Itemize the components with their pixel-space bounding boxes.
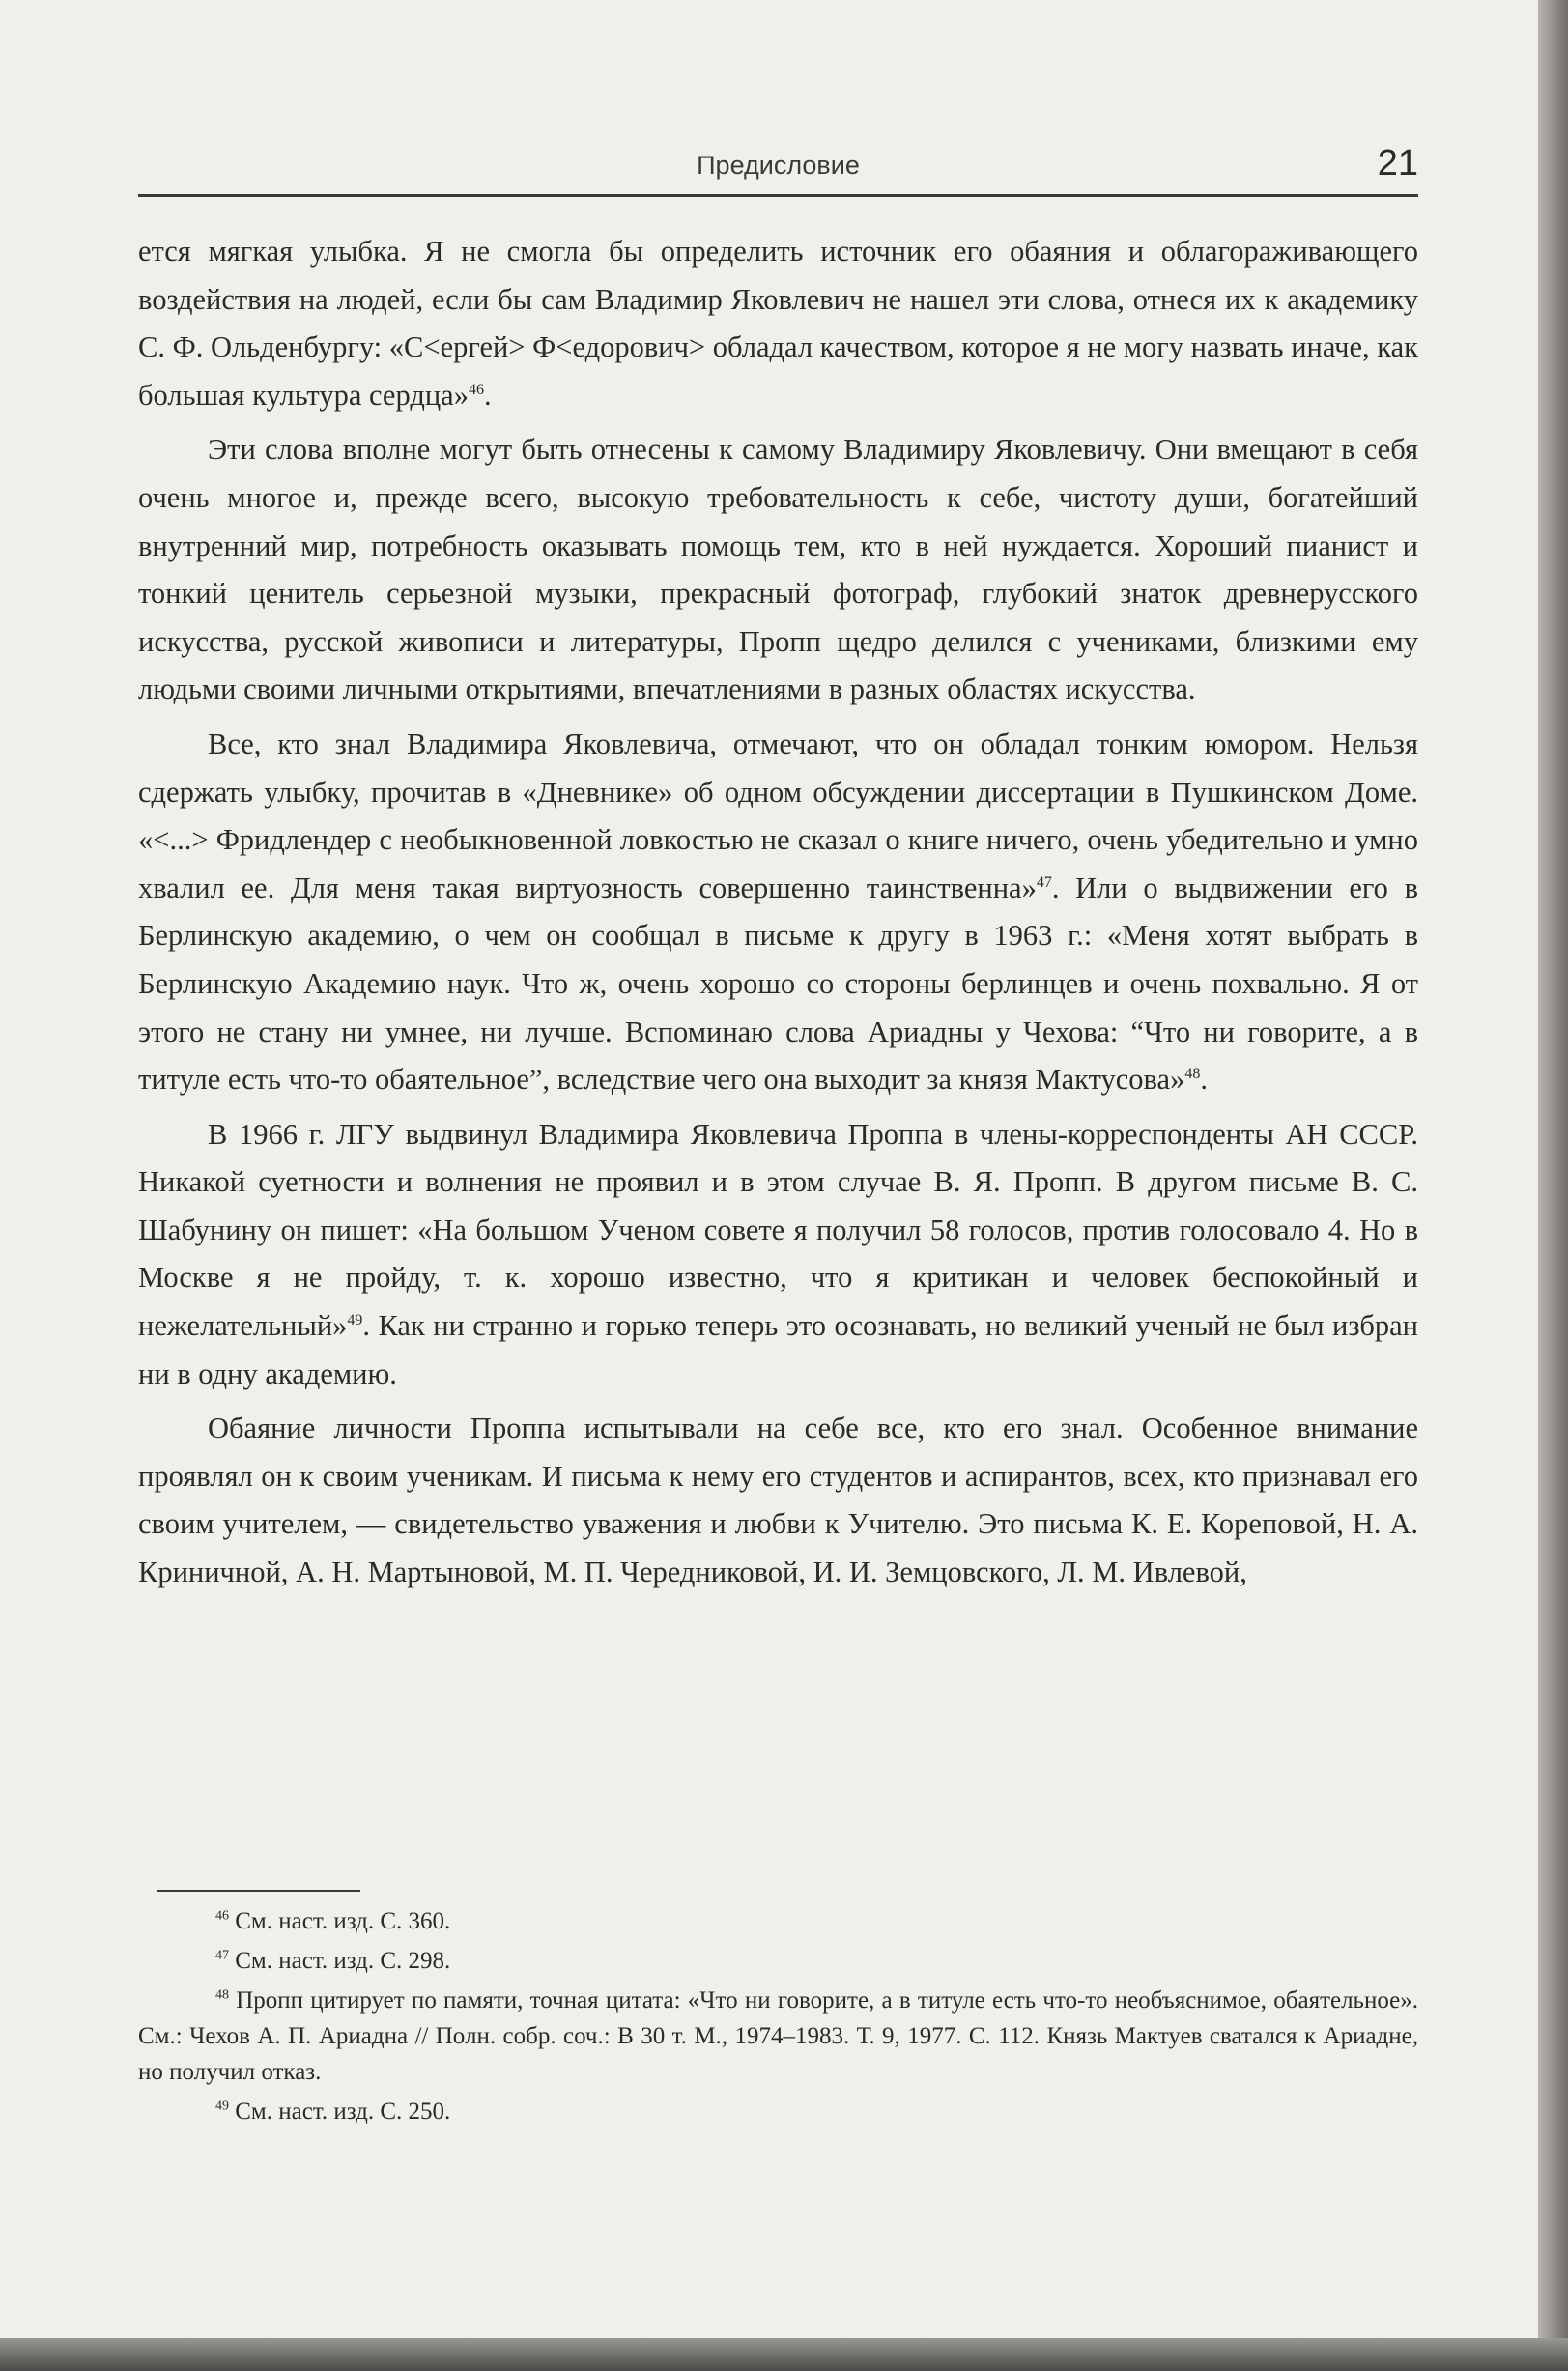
footnote	[138, 1903, 1418, 1939]
footnote-text: Пропп цитирует по памяти, точная цитата: «Что ни говорите, а в титуле есть что-то необъяснимое, обаятельное». См.: Чехов А. П. Ариадна // Полн. собр. соч.: В 30 т. М., 1974–1983. Т. 9, 1977. С. 112. Князь Мактуев сватался к Ариадне, но получил отказ.	[138, 1987, 1418, 2085]
running-header-title: Предисловие	[697, 151, 860, 180]
body-text	[138, 228, 1418, 1604]
footnote	[138, 2094, 1418, 2129]
footnote-rule	[157, 1890, 360, 1892]
footnote-reference: 49	[347, 1311, 363, 1328]
footnote-number: 47	[215, 1948, 229, 1963]
page-right-edge	[1538, 0, 1568, 2371]
footnote-reference: 47	[1036, 873, 1052, 891]
footnote	[138, 1983, 1418, 2090]
page-bottom-edge	[0, 2338, 1568, 2371]
footnote-text: См. наст. изд. С. 250.	[229, 2099, 451, 2125]
paragraph-text: Эти слова вполне могут быть отнесены к самому Владимиру Яковлевичу. Они вмещают в себя очень многое и, прежде всего, высокую требовательность к себе, чистоту души, богатейший внутренний мир, потребность оказывать помощь тем, кто в ней нуждается. Хороший пианист и тонкий ценитель серьезной музыки, прекрасный фотограф, глубокий знаток древнерусского искусства, русской живописи и литературы, Пропп щедро делился с учениками, близкими ему людьми своими личными открытиями, впечатлениями в разных областях искусства.	[138, 433, 1418, 706]
body-paragraph	[138, 1111, 1418, 1399]
footnote-reference: 46	[468, 381, 484, 398]
footnote-text: См. наст. изд. С. 360.	[229, 1908, 451, 1934]
paragraph-text: . Или о выдвижении его в Берлинскую академию, о чем он сообщал в письме к другу в 1963 г.: «Меня хотят выбрать в Берлинскую Академию наук. Что ж, очень хорошо со стороны берлинцев и очень похвально. Я от этого не стану ни умнее, ни лучше. Вспоминаю слова Ариадны у Чехова: “Что ни говорите, а в титуле есть что-то обаятельное”, вследствие чего она выходит за князя Мактусова»	[138, 871, 1418, 1097]
body-paragraph	[138, 721, 1418, 1104]
paragraph-text: Обаяние личности Проппа испытывали на себе все, кто его знал. Особенное внимание проявлял он к своим ученикам. И письма к нему его студентов и аспирантов, всех, кто признавал его своим учителем, — свидетельство уважения и любви к Учителю. Это письма К. Е. Кореповой, Н. А. Криничной, А. Н. Мартыновой, М. П. Чередниковой, И. И. Земцовского, Л. М. Ивлевой,	[138, 1412, 1418, 1589]
footnote-number: 49	[215, 2099, 229, 2114]
paragraph-text: .	[483, 378, 492, 412]
body-paragraph	[138, 426, 1418, 714]
paragraph-text: . Как ни странно и горько теперь это осознавать, но великий ученый не был избран ни в одну академию.	[138, 1309, 1418, 1390]
footnotes	[138, 1903, 1418, 2133]
body-paragraph	[138, 1405, 1418, 1596]
page-number: 21	[1377, 143, 1418, 184]
body-paragraph	[138, 228, 1418, 419]
footnote-reference: 48	[1184, 1065, 1201, 1082]
paragraph-text: Все, кто знал Владимира Яковлевича, отмечают, что он обладал тонким юмором. Нельзя сдержать улыбку, прочитав в «Дневнике» об одном обсуждении диссертации в Пушкинском Доме. «<...> Фридлендер с необыкновенной ловкостью не сказал о книге ничего, очень убедительно и умно хвалил ее. Для меня такая виртуозность совершенно таинственна»	[138, 727, 1418, 904]
footnote-number: 46	[215, 1908, 229, 1924]
footnote-text: См. наст. изд. С. 298.	[229, 1948, 451, 1974]
footnote	[138, 1943, 1418, 1979]
running-header	[138, 143, 1418, 197]
footnote-number: 48	[215, 1987, 229, 2003]
paragraph-text: ется мягкая улыбка. Я не смогла бы определить источник его обаяния и облагораживающего воздействия на людей, если бы сам Владимир Яковлевич не нашел эти слова, отнеся их к академику С. Ф. Ольденбургу: «С<ергей> Ф<едорович> обладал качеством, которое я не могу назвать иначе, как большая культура сердца»	[138, 235, 1418, 412]
header-rule	[138, 194, 1418, 197]
paragraph-text: В 1966 г. ЛГУ выдвинул Владимира Яковлевича Проппа в члены-корреспонденты АН СССР. Никакой суетности и волнения не проявил и в этом случае В. Я. Пропп. В другом письме В. С. Шабунину он пишет: «На большом Ученом совете я получил 58 голосов, против голосовало 4. Но в Москве я не пройду, т. к. хорошо известно, что я критикан и человек беспокойный и нежелательный»	[138, 1117, 1418, 1343]
paragraph-text: .	[1200, 1063, 1208, 1097]
